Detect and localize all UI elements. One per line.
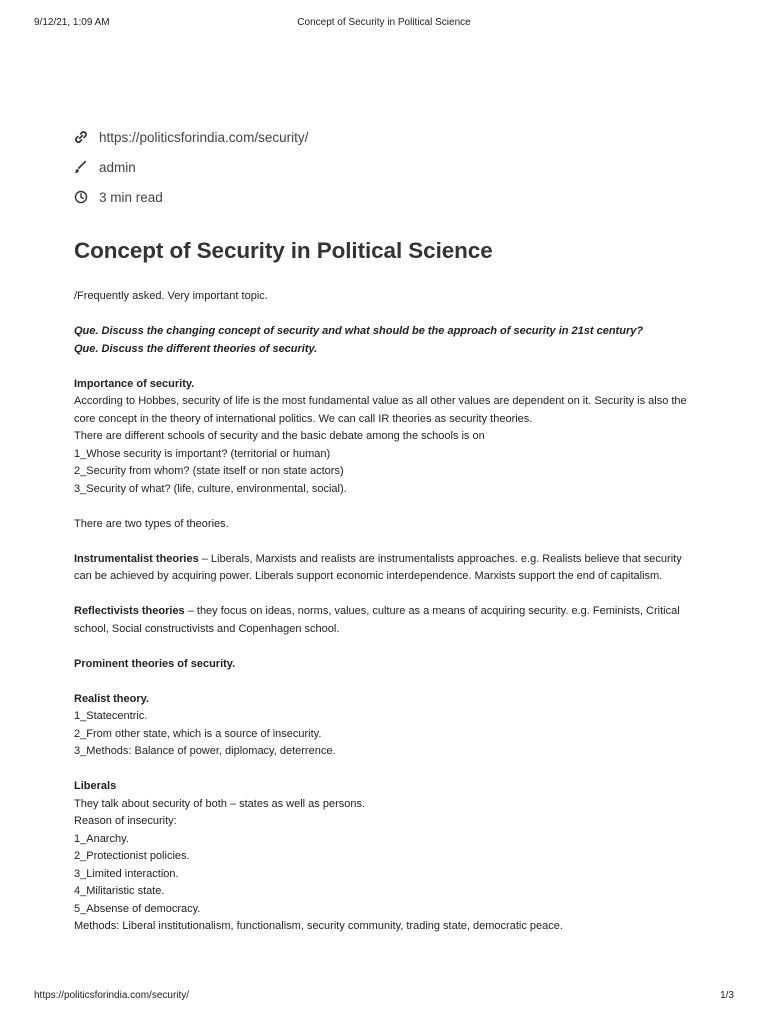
footer-page-number: 1/3 xyxy=(720,990,734,1001)
liberals-item: 2_Protectionist policies. xyxy=(74,850,190,862)
realist-item: 2_From other state, which is a source of insecurity. xyxy=(74,727,322,740)
realist-heading: Realist theory. xyxy=(74,692,149,705)
print-doc-title: Concept of Security in Political Science xyxy=(297,17,471,28)
importance-heading: Importance of security. xyxy=(74,377,195,390)
two-types-text: There are two types of theories. xyxy=(74,517,229,530)
realist-item: 3_Methods: Balance of power, diplomacy, deterrence. xyxy=(74,745,336,757)
instrumentalist-paragraph xyxy=(74,551,694,586)
meta-read-time: 3 min read xyxy=(99,189,163,205)
meta-author: admin xyxy=(99,159,136,175)
question-1: Que. Discuss the changing concept of security and what should be the approach of security in 21st century? xyxy=(74,325,644,337)
reflectivist-text: – they focus on ideas, norms, values, culture as a means of acquiring security. e.g. Feminists, Critical school, Social constructivists and Copenhagen school. xyxy=(74,605,680,635)
liberals-paragraph-1: They talk about security of both – states as well as persons. xyxy=(74,797,366,810)
meta-url[interactable]: https://politicsforindia.com/security/ xyxy=(99,129,309,145)
liberals-paragraph-2: Reason of insecurity: xyxy=(74,815,177,827)
liberals-item: 5_Absense of democracy. xyxy=(74,902,201,915)
footer-url: https://politicsforindia.com/security/ xyxy=(34,990,190,1001)
print-footer xyxy=(34,990,734,1002)
intro-text: /Frequently asked. Very important topic. xyxy=(74,290,268,302)
liberals-item: 1_Anarchy. xyxy=(74,832,129,845)
pen-icon xyxy=(74,160,88,174)
importance-paragraph-1: According to Hobbes, security of life is the most fundamental value as all other values are dependent on it. Security is also the core concept in the theory of international politics. We can call IR theories as security theories. xyxy=(74,395,687,425)
importance-paragraph-2: There are different schools of security and the basic debate among the schools is on xyxy=(74,430,485,442)
link-icon xyxy=(74,130,88,144)
debate-item: 2_Security from whom? (state itself or non state actors) xyxy=(74,465,344,477)
meta-author-row xyxy=(74,152,308,182)
article-title: Concept of Security in Political Science xyxy=(74,238,493,263)
liberals-item: 3_Limited interaction. xyxy=(74,867,179,880)
liberals-methods: Methods: Liberal institutionalism, functionalism, security community, trading state, democratic peace. xyxy=(74,920,563,932)
question-2: Que. Discuss the different theories of security. xyxy=(74,342,318,355)
clock-icon xyxy=(74,190,88,204)
instrumentalist-text: – Liberals, Marxists and realists are instrumentalists approaches. e.g. Realists believe that security can be achieved by acquiring power. Liberals support economic interdependence. Marxists support the end of capitalism. xyxy=(74,552,682,582)
print-datetime: 9/12/21, 1:09 AM xyxy=(34,17,110,28)
debate-item: 1_Whose security is important? (territorial or human) xyxy=(74,447,331,460)
debate-item: 3_Security of what? (life, culture, environmental, social). xyxy=(74,482,347,495)
prominent-heading: Prominent theories of security. xyxy=(74,657,236,670)
post-meta xyxy=(74,122,308,212)
realist-item: 1_Statecentric. xyxy=(74,710,148,722)
liberals-item: 4_Militaristic state. xyxy=(74,885,165,897)
liberals-heading: Liberals xyxy=(74,780,117,792)
meta-time-row xyxy=(74,182,308,212)
instrumentalist-label: Instrumentalist theories xyxy=(74,552,199,565)
reflectivist-paragraph xyxy=(74,603,694,638)
print-header xyxy=(34,17,734,31)
article-body xyxy=(74,288,694,936)
meta-url-row xyxy=(74,122,308,152)
reflectivist-label: Reflectivists theories xyxy=(74,605,185,617)
